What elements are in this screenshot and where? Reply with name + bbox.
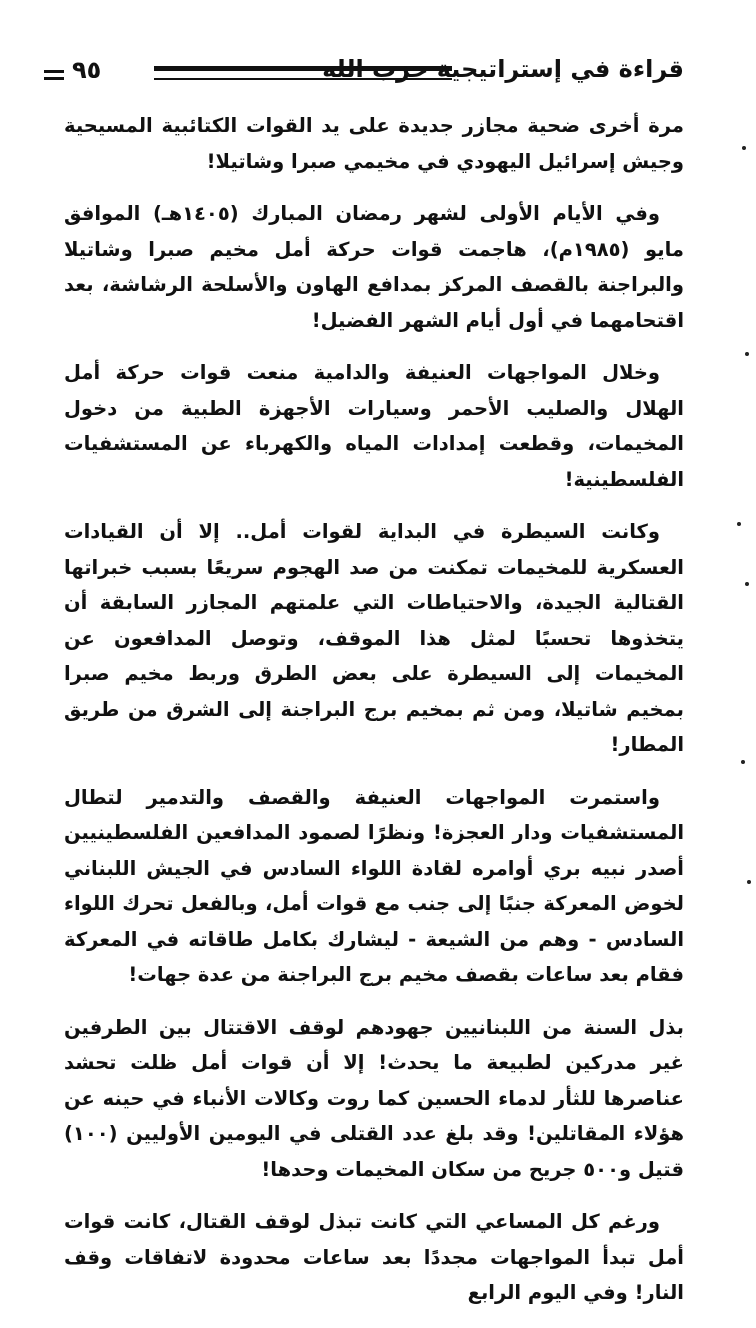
edge-mark bbox=[747, 880, 751, 884]
paragraph-3: وخلال المواجهات العنيفة والدامية منعت قوات حركة أمل الهلال والصليب الأحمر وسيارات الأجهزة الطبية من دخول المخيمات، وقطعت إمدادات المياه والكهرباء عن المستشفيات الفلسطينية! bbox=[64, 361, 684, 491]
paragraph-1: مرة أخرى ضحية مجازر جديدة على يد القوات الكتائبية المسيحية وجيش إسرائيل اليهودي في مخيمي صبرا وشاتيلا! bbox=[64, 114, 684, 173]
running-title: قراءة في إستراتيجية حزب الله bbox=[322, 55, 684, 83]
edge-mark bbox=[741, 760, 745, 764]
paragraph-5: واستمرت المواجهات العنيفة والقصف والتدمير لتطال المستشفيات ودار العجزة! ونظرًا لصمود المدافعين الفلسطينيين أصدر نبيه بري أوامره لقادة اللواء السادس في الجيش اللبناني لخوض المعركة جنبًا إلى جنب مع قوات أمل، وبالفعل تحرك اللواء السادس - وهم من الشيعة - ليشارك بكامل طاقاته في المعركة فقام بعد ساعات بقصف مخيم برج البراجنة من عدة جهات! bbox=[64, 785, 684, 986]
edge-mark bbox=[737, 522, 741, 526]
paragraph-2: وفي الأيام الأولى لشهر رمضان المبارك (١٤٠٥هـ) الموافق مايو (١٩٨٥م)، هاجمت قوات حركة أمل مخيم صبرا وشاتيلا والبراجنة بالقصف المركز بمدافع الهاون والأسلحة الرشاشة، بعد اقتحامهما في أول أيام الشهر الفضيل! bbox=[64, 202, 684, 332]
edge-mark bbox=[745, 352, 749, 356]
paragraph-6: بذل السنة من اللبنانيين جهودهم لوقف الاقتتال بين الطرفين غير مدركين لطبيعة ما يحدث! إلا أن قوات أمل ظلت تحشد عناصرها للثأر لدماء الحسين كما روت وكالات الأنباء في حينه عن هؤلاء المقاتلين! وقد بلغ عدد القتلى في اليومين الأوليين (١٠٠) قتيل و٥٠٠ جريح من سكان المخيمات وحدها! bbox=[64, 1015, 684, 1181]
edge-mark bbox=[745, 582, 749, 586]
paragraph-4: وكانت السيطرة في البداية لقوات أمل.. إلا أن القيادات العسكرية للمخيمات تمكنت من صد الهجوم سريعًا بسبب خبراتها القتالية الجيدة، والاحتياطات التي علمتهم المجازر السابقة أن يتخذوها تحسبًا لمثل هذا الموقف، وتوصل المدافعون عن المخيمات إلى السيطرة على بعض الطرق وربط مخيم صبرا بمخيم شاتيلا، ومن ثم بمخيم برج البراجنة إلى الشرق من طريق المطار! bbox=[64, 520, 684, 756]
paragraph-7: ورغم كل المساعي التي كانت تبذل لوقف القتال، كانت قوات أمل تبدأ المواجهات مجددًا بعد ساعات محدودة لاتفاقات وقف النار! وفي اليوم الرابع bbox=[64, 1210, 684, 1304]
page-header bbox=[44, 56, 684, 96]
edge-mark bbox=[742, 146, 746, 150]
body-text bbox=[64, 108, 684, 1328]
page-number: ٩٥ bbox=[72, 56, 102, 84]
header-double-dash bbox=[44, 70, 64, 80]
